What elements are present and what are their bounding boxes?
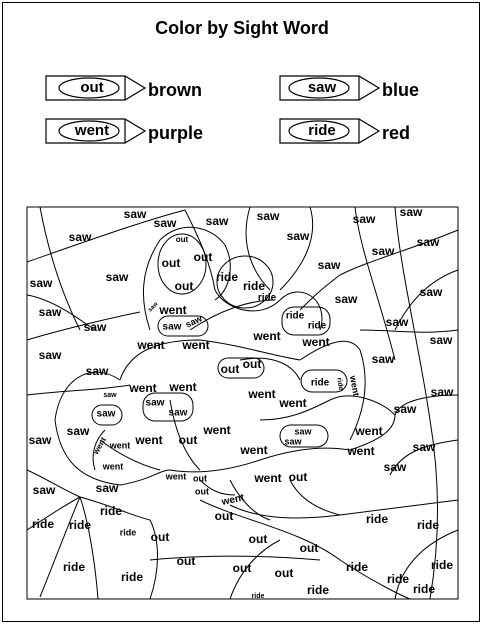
region-word-ride: ride bbox=[68, 518, 92, 533]
region-word-went: went bbox=[302, 335, 330, 350]
region-word-out: out bbox=[161, 256, 181, 271]
region-word-ride: ride bbox=[99, 504, 123, 519]
region-word-ride: ride bbox=[62, 560, 86, 575]
region-word-out: out bbox=[248, 532, 268, 547]
region-word-ride: ride bbox=[416, 518, 440, 533]
key-word-saw: saw bbox=[307, 79, 337, 96]
region-word-went: went bbox=[135, 433, 163, 448]
region-word-out: out bbox=[214, 509, 234, 524]
region-word-ride: ride bbox=[251, 592, 265, 600]
region-word-went: went bbox=[254, 471, 282, 486]
region-word-saw: saw bbox=[68, 230, 92, 245]
region-word-saw: saw bbox=[168, 407, 188, 419]
region-word-out: out bbox=[195, 486, 209, 497]
key-word-ride: ride bbox=[308, 122, 336, 139]
region-word-saw: saw bbox=[103, 391, 117, 399]
region-word-went: went bbox=[137, 338, 165, 353]
region-word-went: went bbox=[347, 444, 375, 459]
page-title: Color by Sight Word bbox=[155, 18, 329, 38]
region-word-went: went bbox=[169, 380, 197, 395]
region-word-out: out bbox=[242, 357, 262, 372]
region-word-ride: ride bbox=[430, 558, 454, 573]
region-word-went: went bbox=[102, 461, 124, 472]
region-word-ride: ride bbox=[257, 292, 277, 304]
region-word-saw: saw bbox=[284, 436, 302, 447]
region-word-saw: saw bbox=[38, 348, 62, 363]
region-word-saw: saw bbox=[66, 424, 90, 439]
region-word-saw: saw bbox=[399, 205, 423, 220]
region-word-went: went bbox=[91, 435, 109, 456]
region-word-out: out bbox=[193, 250, 213, 265]
region-word-saw: saw bbox=[28, 433, 52, 448]
region-word-saw: saw bbox=[416, 235, 440, 250]
region-word-saw: saw bbox=[334, 292, 358, 307]
region-word-out: out bbox=[174, 279, 194, 294]
region-word-ride: ride bbox=[215, 270, 239, 285]
region-word-saw: saw bbox=[419, 285, 443, 300]
region-word-out: out bbox=[150, 530, 170, 545]
region-word-ride: ride bbox=[31, 517, 55, 532]
region-word-ride: ride bbox=[285, 310, 305, 322]
key-color-purple: purple bbox=[148, 123, 204, 143]
region-word-saw: saw bbox=[429, 333, 453, 348]
region-word-saw: saw bbox=[256, 209, 280, 224]
region-word-out: out bbox=[193, 473, 207, 484]
region-word-ride: ride bbox=[412, 582, 436, 597]
region-word-saw: saw bbox=[183, 313, 204, 330]
region-word-ride: ride bbox=[119, 527, 137, 538]
region-word-saw: saw bbox=[123, 207, 147, 222]
region-word-saw: saw bbox=[162, 321, 182, 333]
key-color-brown: brown bbox=[148, 80, 202, 100]
key-color-red: red bbox=[382, 123, 411, 143]
region-word-saw: saw bbox=[385, 315, 409, 330]
region-word-saw: saw bbox=[294, 426, 312, 437]
region-word-out: out bbox=[178, 433, 198, 448]
region-word-out: out bbox=[288, 470, 308, 485]
region-word-saw: saw bbox=[352, 212, 376, 227]
region-word-ride: ride bbox=[120, 570, 144, 585]
region-word-ride: ride bbox=[310, 377, 330, 389]
region-word-out: out bbox=[274, 566, 294, 581]
region-word-saw: saw bbox=[95, 481, 119, 496]
region-word-ride: ride bbox=[306, 583, 330, 598]
region-word-went: went bbox=[129, 381, 157, 396]
region-word-saw: saw bbox=[286, 229, 310, 244]
region-word-saw: saw bbox=[153, 216, 177, 231]
region-word-saw: saw bbox=[105, 270, 129, 285]
region-word-went: went bbox=[347, 374, 362, 397]
region-word-ride: ride bbox=[335, 377, 345, 391]
region-word-saw: saw bbox=[393, 402, 417, 417]
region-word-saw: saw bbox=[32, 483, 56, 498]
region-word-went: went bbox=[253, 329, 281, 344]
region-word-saw: saw bbox=[85, 364, 109, 379]
key-word-out: out bbox=[80, 79, 104, 96]
region-word-went: went bbox=[182, 338, 210, 353]
region-word-saw: saw bbox=[145, 397, 165, 409]
region-word-went: went bbox=[220, 492, 246, 508]
sight-word-labels bbox=[29, 205, 454, 600]
region-word-out: out bbox=[176, 554, 196, 569]
region-word-saw: saw bbox=[147, 301, 160, 314]
region-word-ride: ride bbox=[365, 512, 389, 527]
region-word-saw: saw bbox=[430, 385, 454, 400]
region-word-went: went bbox=[240, 443, 268, 458]
region-word-saw: saw bbox=[383, 460, 407, 475]
region-word-ride: ride bbox=[307, 320, 327, 332]
region-word-went: went bbox=[165, 471, 187, 482]
region-word-saw: saw bbox=[205, 214, 229, 229]
region-word-saw: saw bbox=[96, 408, 116, 420]
region-word-out: out bbox=[232, 561, 252, 576]
region-word-ride: ride bbox=[242, 279, 266, 294]
region-word-ride: ride bbox=[386, 572, 410, 587]
region-word-saw: saw bbox=[412, 440, 436, 455]
region-word-out: out bbox=[299, 541, 319, 556]
region-word-went: went bbox=[203, 423, 231, 438]
key-word-went: went bbox=[74, 122, 110, 139]
region-word-saw: saw bbox=[83, 320, 107, 335]
region-word-ride: ride bbox=[345, 560, 369, 575]
region-word-saw: saw bbox=[371, 244, 395, 259]
region-word-went: went bbox=[279, 396, 307, 411]
region-word-went: went bbox=[248, 387, 276, 402]
region-word-went: went bbox=[159, 303, 187, 318]
region-word-out: out bbox=[175, 235, 189, 245]
region-word-out: out bbox=[220, 362, 240, 377]
region-word-went: went bbox=[355, 424, 383, 439]
region-word-saw: saw bbox=[371, 352, 395, 367]
region-word-saw: saw bbox=[317, 258, 341, 273]
region-word-went: went bbox=[109, 440, 131, 451]
region-word-saw: saw bbox=[38, 305, 62, 320]
region-word-saw: saw bbox=[29, 276, 53, 291]
key-color-blue: blue bbox=[382, 80, 420, 100]
